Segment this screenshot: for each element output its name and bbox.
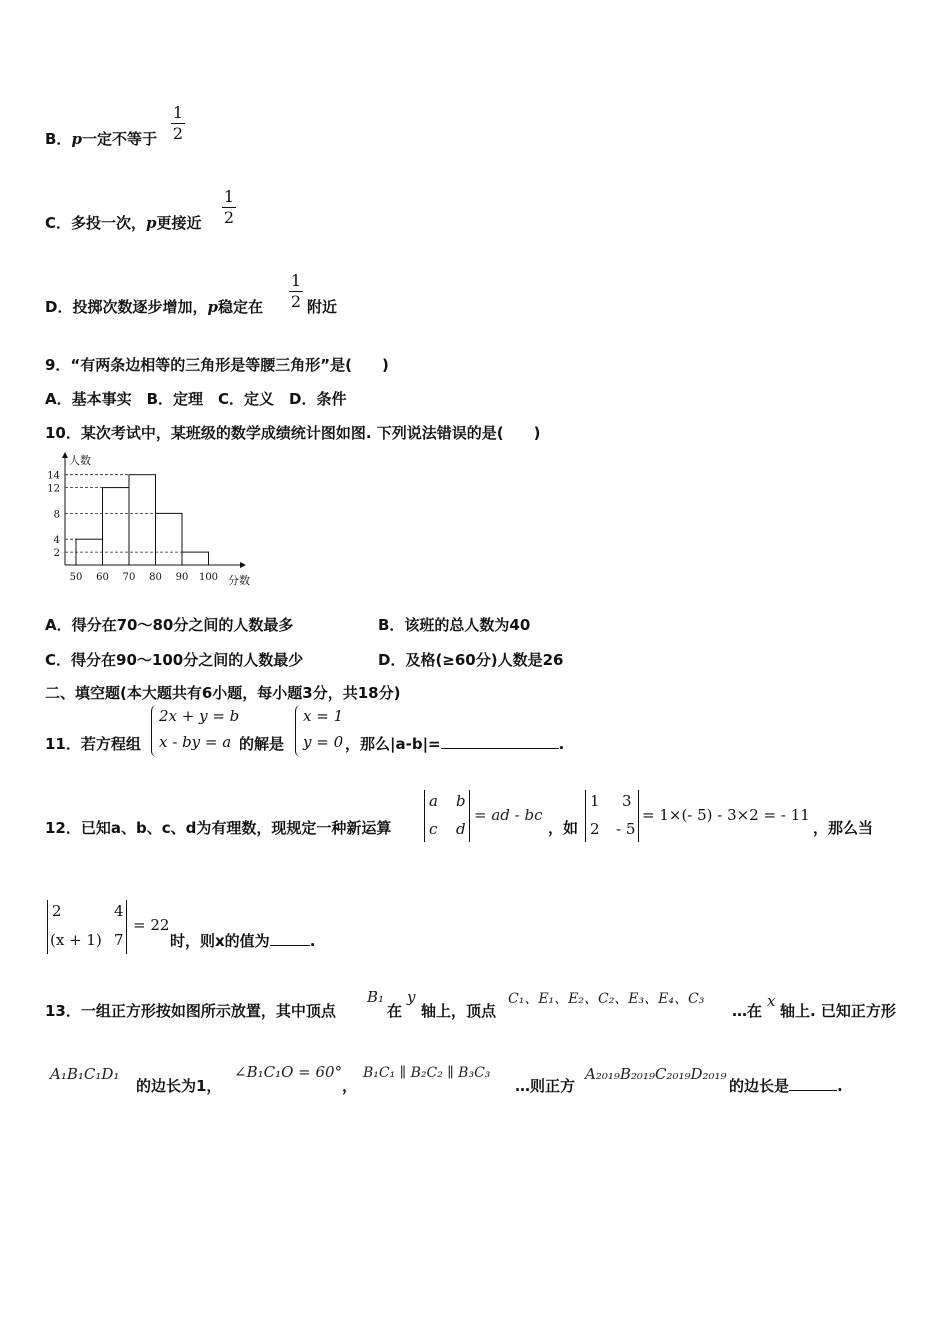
equation-1: 2x + y = b [159,707,240,725]
angle-b1c1o: ∠B₁C₁O = 60° [234,1063,343,1081]
q8-option-b: B．p一定不等于 [45,130,157,148]
q9-options: A．基本事实 B．定理 C．定义 D．条件 [45,390,347,408]
q12-prefix: 12．已知a、b、c、d为有理数，现规定一种新运算 [45,819,392,837]
answer-blank[interactable] [789,1076,837,1091]
y-axis-label: y [407,988,416,1006]
q10-option-b: B．该班的总人数为40 [378,616,531,634]
example-rhs: = 1×(- 5) - 3×2 = - 11 [642,806,810,824]
point-b1: B₁ [367,988,385,1006]
x-tick-label: 100 [198,572,219,583]
solution-system [295,705,343,757]
q10-stem: 10．某次考试中，某班级的数学成绩统计图如图. 下列说法错误的是( ) [45,424,541,442]
square-a1b1c1d1: A₁B₁C₁D₁ [50,1065,120,1083]
determinant-example: 1 3 2 - 5 [585,790,639,842]
histogram-bar [129,475,156,565]
q9-stem: 9．“有两条边相等的三角形是等腰三角形”是( ) [45,356,389,374]
answer-blank[interactable] [270,931,310,946]
y-tick-label: 4 [53,535,60,547]
x-axis-label: x [767,992,776,1010]
solution-x: x = 1 [303,707,344,725]
equation-2: x - by = a [159,733,232,751]
parallel-lines: B₁C₁ ∥ B₂C₂ ∥ B₃C₃ [363,1065,491,1081]
q10-option-c: C．得分在90～100分之间的人数最少 [45,651,304,669]
q13-then: …则正方 [515,1077,576,1095]
determinant-definition: a b c d [424,790,470,842]
fraction-half: 1 2 [223,187,235,227]
y-tick-label: 14 [47,470,60,482]
q13-tail: 的边长是 . [729,1077,843,1095]
x-tick-label: 80 [149,572,162,583]
q10-option-a: A．得分在70～80分之间的人数最多 [45,616,294,634]
q13-axis1: 轴上，顶点 [421,1002,497,1020]
q13-line1: 13．一组正方形按如图所示放置，其中顶点 [45,1002,336,1020]
histogram-bar [76,539,103,565]
square-2019: A₂₀₁₉B₂₀₁₉C₂₀₁₉D₂₀₁₉ [585,1065,727,1083]
condition-rhs: = 22 [133,916,170,934]
solution-y: y = 0 [303,733,344,751]
q13-more: …在 [732,1002,763,1020]
q13-side: 的边长为1， [136,1077,222,1095]
q12-mid: ，如 [548,819,579,837]
x-axis-title: 分数 [228,574,250,587]
q13-in: 在 [387,1002,403,1020]
histogram-bar [182,552,209,565]
answer-blank[interactable] [441,734,559,749]
y-tick-label: 2 [53,548,60,560]
y-tick-label: 12 [47,483,60,495]
q12-suffix: ，那么当 [813,819,874,837]
q12-tail: 时，则x的值为 . [170,932,316,950]
q8-option-d-tail: 附近 [307,298,338,316]
q13-axis2: 轴上. 已知正方形 [780,1002,896,1020]
section-heading: 二、填空题(本大题共有6小题，每小题3分，共18分) [45,684,401,702]
q11-suffix: ，那么|a-b|= . [345,735,565,753]
x-tick-label: 50 [69,572,83,583]
x-tick-label: 70 [122,572,136,583]
q11-mid: 的解是 [239,735,285,753]
equation-system [151,705,240,757]
fraction-half: 1 2 [172,103,184,143]
x-axis-arrow [240,562,246,568]
histogram-bar [156,513,183,565]
q8-option-d: D．投掷次数逐步增加，p稳定在 [45,298,263,316]
histogram-bar [103,488,130,565]
points-list: C₁、E₁、E₂、C₂、E₃、E₄、C₃ [508,991,705,1007]
q8-option-c: C．多投一次，p更接近 [45,214,202,232]
histogram-chart [40,450,255,590]
q11-prefix: 11．若方程组 [45,735,141,753]
y-tick-label: 8 [53,509,60,521]
definition-rhs: = ad - bc [474,806,543,824]
q13-comma: ， [342,1077,358,1095]
x-tick-label: 60 [96,572,109,583]
determinant-condition: 2 4 (x + 1) 7 [47,900,127,954]
y-axis-arrow [62,452,68,458]
q10-option-d: D．及格(≥60分)人数是26 [378,651,564,669]
fraction-half: 1 2 [290,271,302,311]
y-axis-title: 人数 [69,454,91,467]
x-tick-label: 90 [175,572,189,583]
